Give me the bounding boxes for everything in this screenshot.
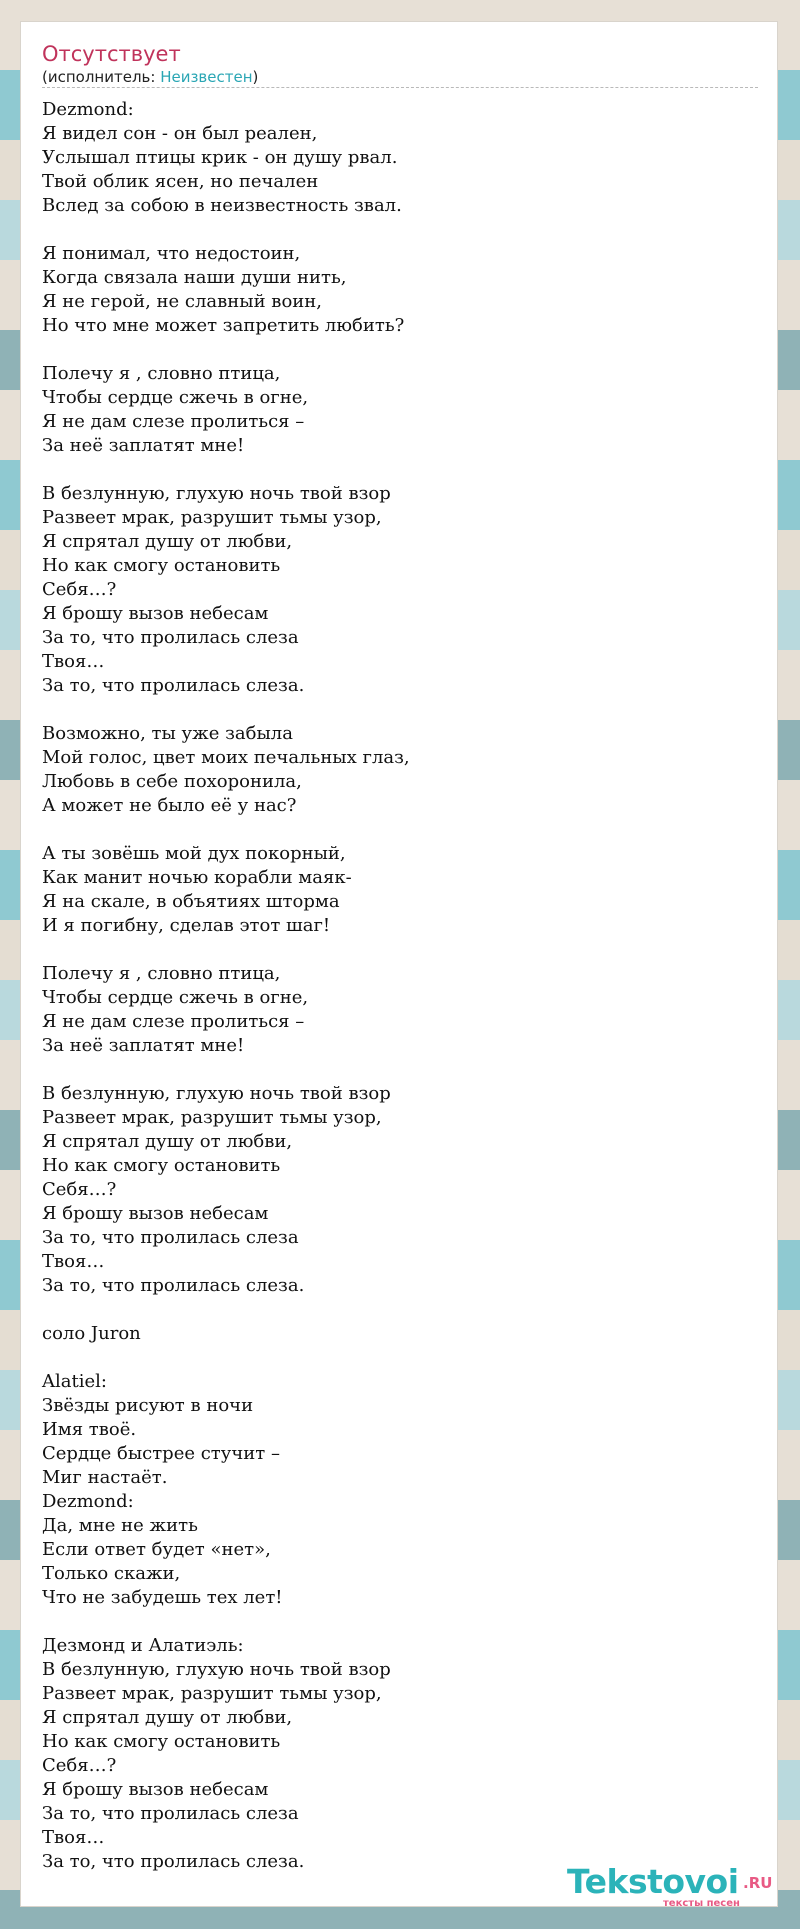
site-logo[interactable] <box>567 1862 772 1912</box>
artist-link[interactable]: Неизвестен <box>160 68 253 86</box>
artist-prefix: (исполнитель: <box>42 68 161 86</box>
logo-wordmark: Tekstovoi <box>567 1862 739 1901</box>
artist-line <box>42 68 758 86</box>
lyrics-card <box>20 21 778 1907</box>
song-header <box>42 40 758 88</box>
artist-suffix: ) <box>252 68 259 86</box>
song-title: Отсутствует <box>42 42 181 66</box>
lyrics-text: Dezmond: Я видел сон - он был реален, Услышал птицы крик - он душу рвал. Твой облик ясен, но печален Вслед за собою в неизвестность звал. Я понимал, что недостоин, Когда связала наши души нить, Я не герой, не славный воин, Но что мне может запретить любить? Полечу я , словно птица, Чтобы сердце сжечь в огне, Я не дам слезе пролиться – За неё заплатят мне! В безлунную, глухую ночь твой взор Развеет мрак, разрушит тьмы узор, Я спрятал душу от любви, Но как смогу остановить Себя…? Я брошу вызов небесам За то, что пролилась слеза Твоя… За то, что пролилась слеза. Возможно, ты уже забыла Мой голос, цвет моих печальных глаз, Любовь в себе похоронила, А может не было её у нас? А ты зовёшь мой дух покорный, Как манит ночью корабли маяк- Я на скале, в объятиях шторма И я погибну, сделав этот шаг! Полечу я , словно птица, Чтобы сердце сжечь в огне, Я не дам слезе пролиться – За неё заплатят мне! В безлунную, глухую ночь твой взор Развеет мрак, разрушит тьмы узор, Я спрятал душу от любви, Но как смогу остановить Себя…? Я брошу вызов небесам За то, что пролилась слеза Твоя… За то, что пролилась слеза. соло Juron Alatiel: Звёзды рисуют в ночи Имя твоё. Сердце быстрее стучит – Миг настаёт. Dezmond: Да, мне не жить Если ответ будет «нет», Только скажи, Что не забудешь тех лет! Дезмонд и Алатиэль: В безлунную, глухую ночь твой взор Развеет мрак, разрушит тьмы узор, Я спрятал душу от любви, Но как смогу остановить Себя…? Я брошу вызов небесам За то, что пролилась слеза Твоя… За то, что пролилась слеза. <box>42 99 410 1872</box>
logo-tagline: тексты песен <box>663 1898 740 1909</box>
logo-domain-suffix: .RU <box>743 1874 773 1892</box>
